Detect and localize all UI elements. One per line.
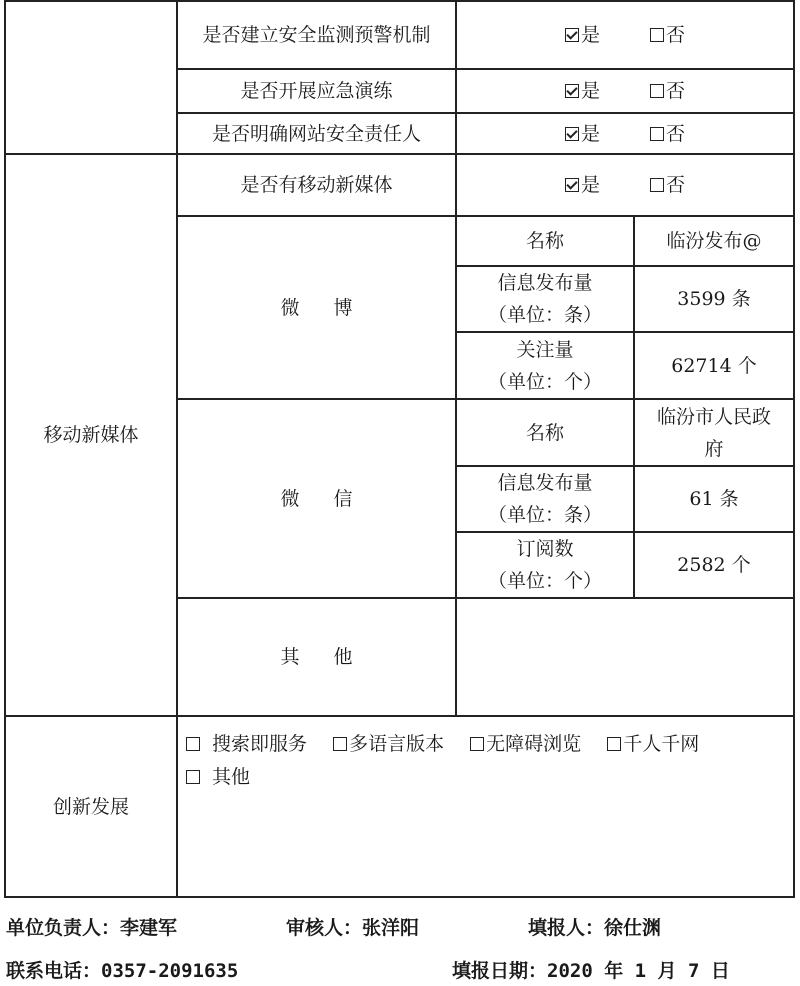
no-checkbox[interactable]: 否 — [650, 118, 685, 150]
footer-reviewer: 审核人：张洋阳 — [286, 917, 420, 939]
weibo-name-label: 名称 — [525, 230, 564, 252]
option-multi-language[interactable]: 多语言版本 — [333, 728, 444, 760]
other-value[interactable] — [457, 599, 793, 715]
section-label-mobile: 移动新媒体 — [43, 424, 139, 446]
option-personalized[interactable]: 千人千网 — [607, 728, 699, 760]
answer-has-mobile — [457, 155, 793, 215]
weibo-name-value: 临汾发布@ — [666, 230, 762, 252]
grid-line — [793, 0, 795, 898]
footer-phone: 联系电话：0357-2091635 — [6, 960, 239, 982]
question-monitoring: 是否建立安全监测预警机制 — [202, 24, 431, 46]
weixin-label: 微信 — [280, 487, 387, 510]
footer-filler: 填报人：徐仕渊 — [528, 917, 662, 939]
weibo-follow-label: 关注量 （单位：个） — [487, 338, 602, 393]
footer-unit-head: 单位负责人：李建军 — [6, 917, 178, 939]
weixin-name-label: 名称 — [525, 421, 564, 444]
answer-responsible — [457, 114, 793, 153]
question-has-mobile: 是否有移动新媒体 — [240, 174, 393, 196]
question-drill: 是否开展应急演练 — [240, 80, 393, 102]
weixin-sub-label: 订阅数 （单位：个） — [487, 538, 602, 592]
weibo-posts-label: 信息发布量 （单位：条） — [487, 272, 602, 326]
weibo-follow-value: 62714 个 — [671, 354, 757, 377]
grid-line — [4, 896, 795, 898]
weixin-posts-value: 61 条 — [689, 488, 739, 510]
option-accessibility[interactable]: 无障碍浏览 — [470, 728, 581, 760]
other-label: 其他 — [280, 646, 387, 668]
answer-monitoring — [457, 2, 793, 68]
weibo-label: 微博 — [280, 296, 387, 319]
yes-checkbox[interactable]: 是 — [565, 118, 600, 150]
no-checkbox[interactable]: 否 — [650, 169, 685, 201]
weibo-posts-value: 3599 条 — [677, 288, 751, 310]
question-responsible: 是否明确网站安全责任人 — [211, 122, 421, 145]
option-other[interactable]: 其他 — [186, 761, 250, 793]
yes-checkbox[interactable]: 是 — [565, 75, 600, 107]
yes-checkbox[interactable]: 是 — [565, 169, 600, 201]
footer-date: 填报日期：2020 年 1 月 7 日 — [452, 960, 730, 982]
option-search-service[interactable]: 搜索即服务 — [186, 728, 307, 760]
no-checkbox[interactable]: 否 — [650, 75, 685, 107]
section-label-innovation: 创新发展 — [52, 795, 129, 818]
weixin-name-value: 临汾市人民政府 — [656, 405, 771, 460]
yes-checkbox[interactable]: 是 — [565, 19, 600, 51]
innovation-options — [186, 728, 786, 794]
answer-drill — [457, 70, 793, 112]
weixin-posts-label: 信息发布量 （单位：条） — [487, 472, 602, 526]
weixin-sub-value: 2582 个 — [677, 554, 751, 576]
no-checkbox[interactable]: 否 — [650, 19, 685, 51]
